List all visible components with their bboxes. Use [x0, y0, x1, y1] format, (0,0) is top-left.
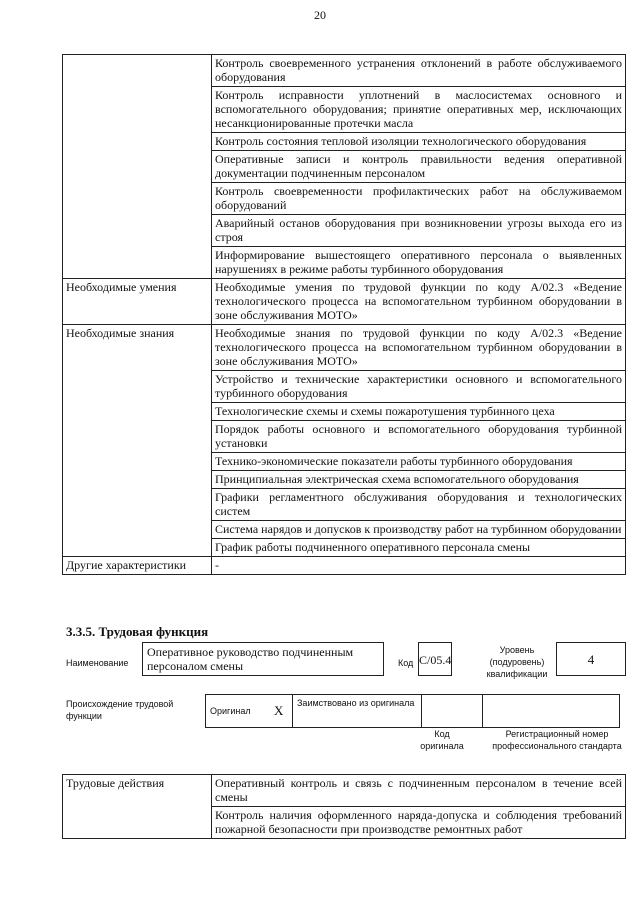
qualification-level: 4: [556, 642, 626, 676]
row-text: Аварийный останов оборудования при возникновении угрозы выхода его из строя: [212, 215, 626, 247]
row-text: Необходимые знания по трудовой функции по коду А/02.3 «Ведение технологического процесса на вспомогательном турбинном оборудовании в зоне обслуживания МОТО»: [212, 325, 626, 371]
action-item: Оперативный контроль и связь с подчиненным персоналом в течение всей смены: [212, 775, 626, 807]
row-text: Технико-экономические показатели работы турбинного оборудования: [212, 453, 626, 471]
registration-number-cell: [483, 695, 620, 728]
row-text: Порядок работы основного и вспомогательного оборудования турбинной установки: [212, 421, 626, 453]
row-text: Контроль своевременного устранения отклонений в работе обслуживаемого оборудования: [212, 55, 626, 87]
level-label: Уровень (подуровень) квалификации: [486, 645, 548, 679]
original-label: Оригинал: [206, 695, 271, 728]
row-text: График работы подчиненного оперативного персонала смены: [212, 539, 626, 557]
section-title: 3.3.5. Трудовая функция: [66, 624, 209, 639]
knowledge-label: Необходимые знания: [63, 325, 212, 557]
row-text: Необходимые умения по трудовой функции по коду А/02.3 «Ведение технологического процесса на вспомогательном турбинном оборудовании в зоне обслуживания МОТО»: [212, 279, 626, 325]
origin-table: [205, 694, 620, 728]
row-label: [63, 55, 212, 279]
borrowed-label: Заимствовано из оригинала: [293, 695, 422, 728]
row-text: Контроль своевременности профилактических работ на обслуживаемом оборудований: [212, 183, 626, 215]
original-mark: X: [270, 695, 293, 728]
registration-caption: Регистрационный номер профессионального стандарта: [492, 729, 622, 751]
table-row: [63, 55, 626, 87]
table-row: [63, 775, 626, 807]
table-row: [63, 557, 626, 575]
function-header: [62, 640, 626, 686]
row-text: Информирование вышестоящего оперативного персонала о выявленных нарушениях в режиме работы турбинного оборудования: [212, 247, 626, 279]
row-text: -: [212, 557, 626, 575]
actions-label: Трудовые действия: [63, 775, 212, 839]
row-text: Устройство и технические характеристики основного и вспомогательного турбинного оборудования: [212, 371, 626, 403]
row-text: Контроль исправности уплотнений в маслосистемах основного и вспомогательного оборудования; принятие оперативных мер, исключающих несанкционированные протечки масла: [212, 87, 626, 133]
row-text: Контроль состояния тепловой изоляции технологического оборудования: [212, 133, 626, 151]
table-row: [63, 279, 626, 325]
code-caption: Код оригинала: [420, 729, 464, 751]
table-row: [63, 325, 626, 371]
name-label: Наименование: [66, 658, 129, 668]
row-text: Принципиальная электрическая схема вспомогательного оборудования: [212, 471, 626, 489]
action-item: Контроль наличия оформленного наряда-допуска и соблюдения требований пожарной безопасности при производстве ремонтных работ: [212, 807, 626, 839]
competency-table: [62, 54, 626, 575]
other-label: Другие характеристики: [63, 557, 212, 575]
code-label: Код: [398, 658, 414, 668]
page-number: 20: [314, 8, 326, 22]
row-text: Графики регламентного обслуживания оборудования и технологических систем: [212, 489, 626, 521]
function-code: С/05.4: [418, 642, 452, 676]
actions-table: [62, 774, 626, 839]
row-text: Система нарядов и допусков к производству работ на турбинном оборудовании: [212, 521, 626, 539]
origin-label: Происхождение трудовой функции: [66, 699, 174, 721]
function-name: Оперативное руководство подчиненным персоналом смены: [142, 642, 384, 676]
row-text: Технологические схемы и схемы пожаротушения турбинного цеха: [212, 403, 626, 421]
skills-label: Необходимые умения: [63, 279, 212, 325]
original-code-cell: [422, 695, 483, 728]
row-text: Оперативные записи и контроль правильности ведения оперативной документации подчиненным персоналом: [212, 151, 626, 183]
